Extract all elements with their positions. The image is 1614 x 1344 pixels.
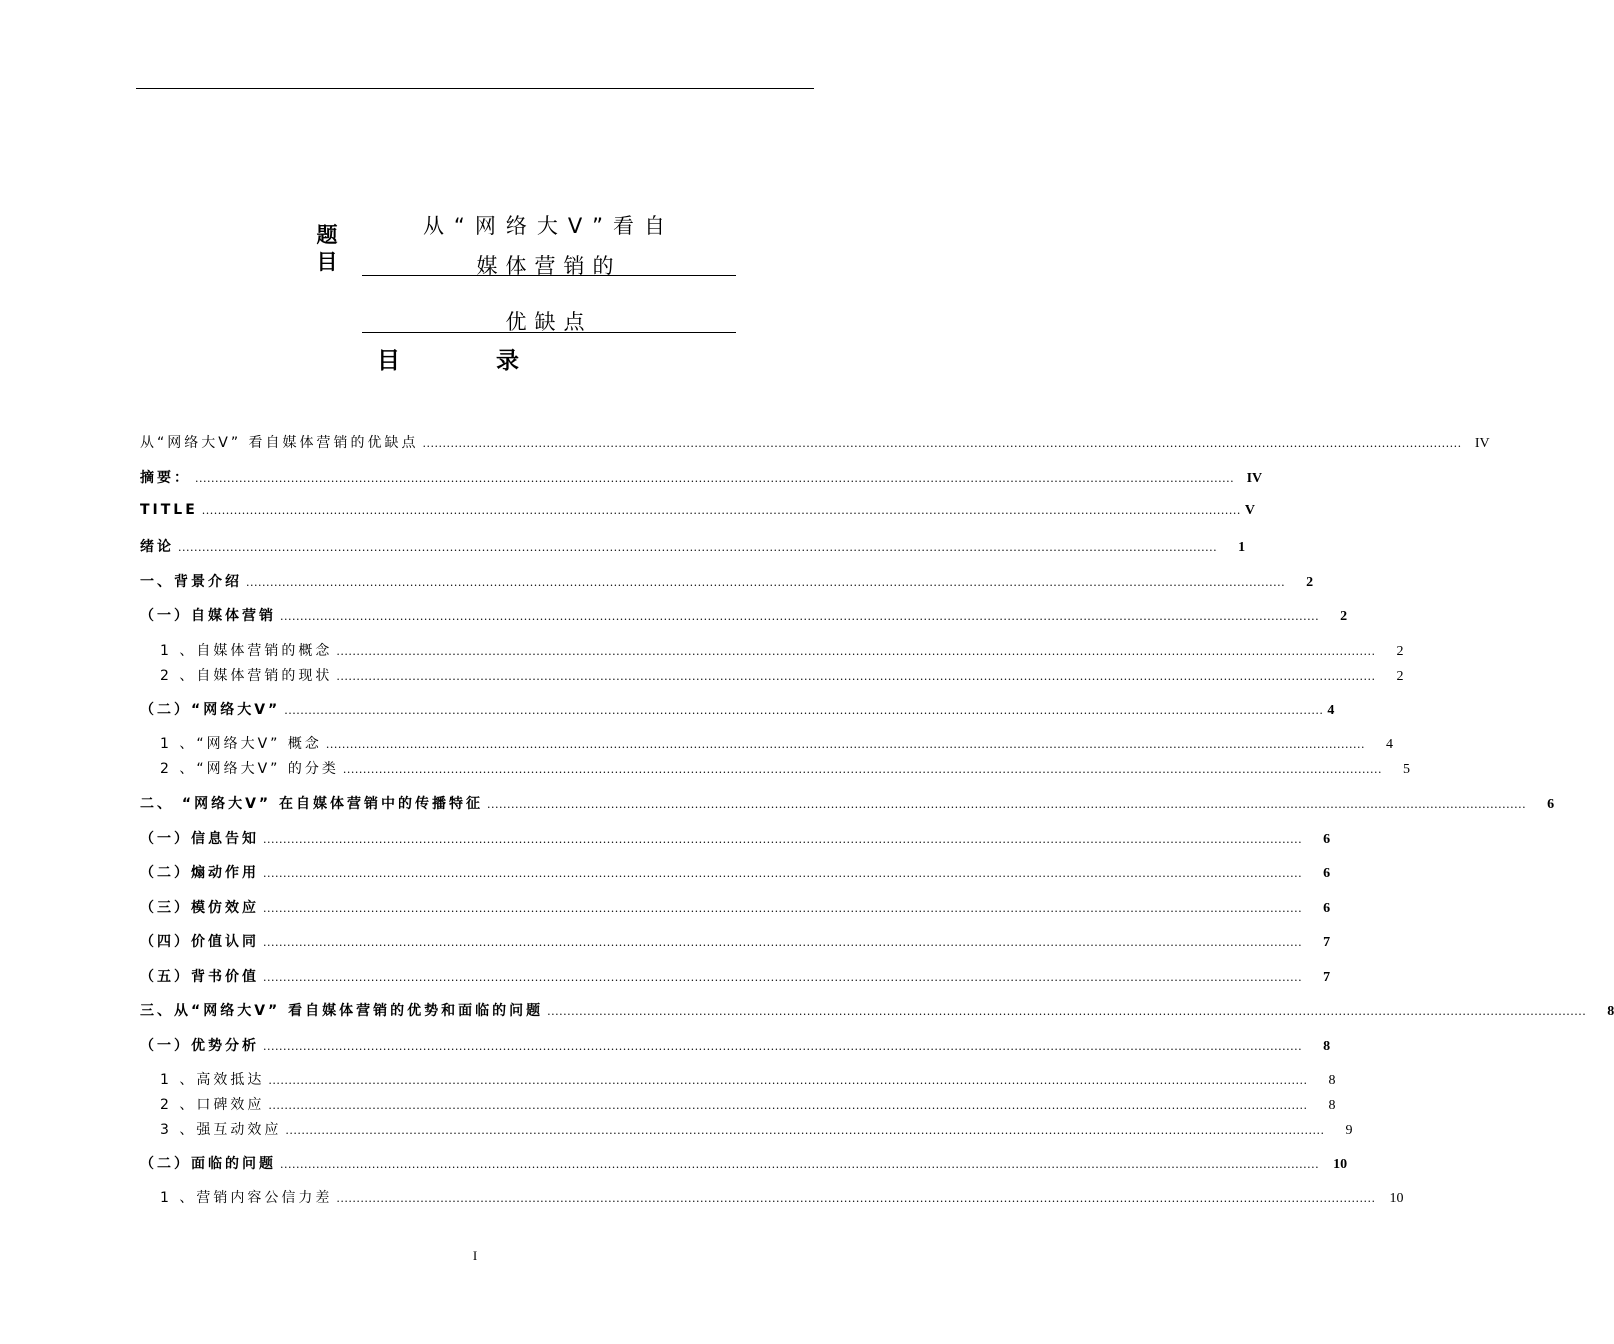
toc-leader-dots: .................................................................................................................................................................................................................................................................... [268,1074,1308,1087]
toc-entry-page: 8 [1328,1073,1336,1088]
toc-entry-title: 2 、“网络大V” 的分类 [160,761,339,777]
toc-entry-page: 7 [1323,970,1331,985]
toc-entry[interactable] [140,432,1490,452]
toc-entry[interactable] [140,828,1331,848]
toc-entry-page: 10 [1389,1191,1404,1206]
title-label: 题目 [316,223,338,274]
toc-leader-dots: .................................................................................................................................................................................................................................................................... [285,1124,1325,1137]
toc-entry-title: 1 、自媒体营销的概念 [160,643,333,659]
toc-leader-dots: .................................................................................................................................................................................................................................................................... [268,1099,1308,1112]
toc-leader-dots: .................................................................................................................................................................................................................................................................... [547,1005,1587,1018]
toc-leader-dots: .................................................................................................................................................................................................................................................................... [263,971,1303,984]
toc-entry[interactable] [140,1069,1336,1089]
toc-entry[interactable] [140,536,1246,556]
toc-entry-page: IV [1474,436,1490,451]
toc-entry-page: 4 [1386,737,1394,752]
title-line-2: 媒体营销的 [476,254,622,278]
toc-entry-title: （一）优势分析 [140,1038,259,1054]
toc-entry-title: 1 、“网络大V” 概念 [160,736,322,752]
toc-entry-title: （一）自媒体营销 [140,608,276,624]
toc-entry-page: 8 [1323,1039,1331,1054]
toc-entry-title: 3 、强互动效应 [160,1122,282,1138]
toc-entry-title: 摘要： [140,470,191,486]
toc-leader-dots: .................................................................................................................................................................................................................................................................... [201,504,1241,517]
toc-entry-page: IV [1246,471,1263,486]
toc-leader-dots: .................................................................................................................................................................................................................................................................... [263,867,1303,880]
toc-entry[interactable] [140,640,1404,660]
toc-entry-title: 1 、营销内容公信力差 [160,1190,333,1206]
toc-leader-dots: .................................................................................................................................................................................................................................................................... [263,936,1303,949]
toc-leader-dots: .................................................................................................................................................................................................................................................................... [325,738,1366,751]
toc-entry[interactable] [140,966,1331,986]
toc-entry[interactable] [140,699,1335,719]
toc-entry[interactable] [140,1153,1348,1173]
toc-leader-dots: .................................................................................................................................................................................................................................................................... [336,1192,1376,1205]
toc-entry-page: 5 [1403,762,1411,777]
toc-leader-dots: .................................................................................................................................................................................................................................................................... [195,472,1235,485]
toc-entry-title: 绪论 [140,539,174,555]
toc-entry-page: 2 [1306,575,1314,590]
toc-leader-dots: .................................................................................................................................................................................................................................................................... [263,1040,1303,1053]
toc-entry-title: TITLE [140,502,198,518]
toc-entry[interactable] [140,1035,1331,1055]
toc-entry-page: 2 [1396,669,1404,684]
toc-entry[interactable] [140,467,1263,487]
toc-entry[interactable] [140,605,1348,625]
toc-entry-title: 一、背景介绍 [140,574,242,590]
toc-entry-title: （二）煽动作用 [140,865,259,881]
toc-entry-title: 二、 “网络大V” 在自媒体营销中的传播特征 [140,796,483,812]
toc-entry[interactable] [140,758,1411,778]
toc-leader-dots: .................................................................................................................................................................................................................................................................... [178,541,1218,554]
toc-entry-title: （四）价值认同 [140,934,259,950]
toc-entry[interactable] [140,897,1331,917]
toc-entry-page: V [1244,503,1256,518]
toc-entry-page: 1 [1238,540,1246,555]
toc-entry-title: 1 、高效抵达 [160,1072,265,1088]
toc-leader-dots: .................................................................................................................................................................................................................................................................... [246,576,1286,589]
toc-entry-page: 6 [1547,797,1555,812]
toc-leader-dots: .................................................................................................................................................................................................................................................................... [263,833,1303,846]
page-number: I [472,1248,478,1263]
toc-leader-dots: .................................................................................................................................................................................................................................................................... [263,902,1303,915]
toc-leader-dots: .................................................................................................................................................................................................................................................................... [280,1158,1320,1171]
toc-entry-title: （二）面临的问题 [140,1156,276,1172]
title-underline-2 [362,332,736,333]
toc-entry[interactable] [140,1187,1404,1207]
toc-entry[interactable] [140,733,1394,753]
toc-entry-page: 6 [1323,866,1331,881]
header-rule [136,88,814,89]
toc-entry-page: 4 [1327,703,1335,718]
toc-heading: 目 录 [376,348,563,374]
toc-entry-title: 2 、口碑效应 [160,1097,265,1113]
toc-entry[interactable] [140,793,1555,813]
toc-entry-title: 从“网络大V” 看自媒体营销的优缺点 [140,435,419,451]
toc-leader-dots: .................................................................................................................................................................................................................................................................... [342,763,1383,776]
title-line-1: 从“网络大V”看自 [422,214,676,238]
toc-entry-page: 2 [1396,644,1404,659]
title-underline-1 [362,275,736,276]
toc-leader-dots: .................................................................................................................................................................................................................................................................... [284,704,1324,717]
toc-entry[interactable] [140,1000,1614,1020]
toc-entry-page: 8 [1328,1098,1336,1113]
toc-entry-page: 6 [1323,832,1331,847]
toc-entry[interactable] [140,1094,1336,1114]
toc-leader-dots: .................................................................................................................................................................................................................................................................... [280,610,1320,623]
toc-entry-page: 8 [1607,1004,1614,1019]
toc-entry[interactable] [140,862,1331,882]
toc-entry-page: 9 [1345,1123,1353,1138]
title-line-3: 优缺点 [505,310,593,334]
toc-entry-title: （三）模仿效应 [140,900,259,916]
toc-entry-page: 7 [1323,935,1331,950]
toc-entry[interactable] [140,1119,1353,1139]
toc-entry[interactable] [140,502,1256,522]
toc-entry[interactable] [140,665,1404,685]
toc-entry-title: 2 、自媒体营销的现状 [160,668,333,684]
toc-entry-title: 三、从“网络大V” 看自媒体营销的优势和面临的问题 [140,1003,544,1019]
toc-entry[interactable] [140,571,1314,591]
toc-entry-page: 2 [1340,609,1348,624]
toc-leader-dots: .................................................................................................................................................................................................................................................................... [486,798,1527,811]
toc-leader-dots: .................................................................................................................................................................................................................................................................... [336,670,1376,683]
toc-entry[interactable] [140,931,1331,951]
toc-leader-dots: .................................................................................................................................................................................................................................................................... [336,645,1376,658]
toc-entry-title: （一）信息告知 [140,831,259,847]
toc-entry-page: 6 [1323,901,1331,916]
toc-leader-dots: .................................................................................................................................................................................................................................................................... [422,437,1462,450]
toc-entry-page: 10 [1333,1157,1348,1172]
toc-entry-title: （五）背书价值 [140,969,259,985]
toc-entry-title: （二）“网络大V” [140,702,281,718]
